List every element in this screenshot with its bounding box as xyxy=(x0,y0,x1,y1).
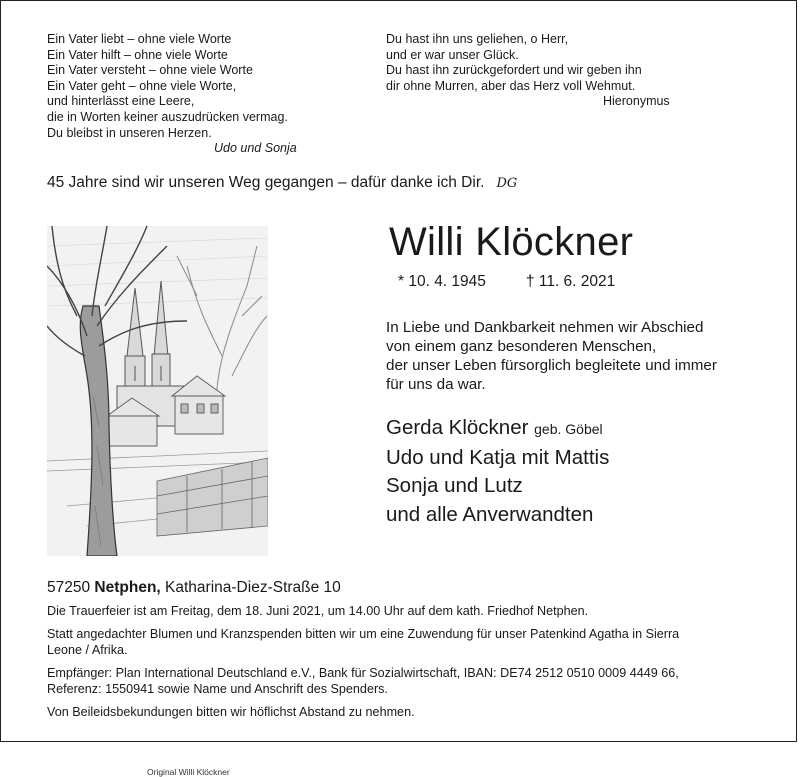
farewell-line: für uns da war. xyxy=(386,376,486,393)
poem-line: Ein Vater versteht – ohne viele Worte xyxy=(47,63,253,78)
poem-left xyxy=(47,32,357,157)
bank-line: Referenz: 1550941 sowie Name und Anschrift des Spenders. xyxy=(47,682,388,696)
mourner-name: Sonja und Lutz xyxy=(386,474,523,497)
mourner-address xyxy=(47,579,341,597)
poem-line: Du bleibst in unseren Herzen. xyxy=(47,125,212,140)
epitaph xyxy=(47,174,517,192)
poem-line: die in Worten keiner auszudrücken vermag. xyxy=(47,109,288,124)
church-tree-sketch-icon xyxy=(47,226,268,556)
poem-line: und er war unser Glück. xyxy=(386,47,519,62)
mourner-name: und alle Anverwandten xyxy=(386,502,594,526)
funeral-info xyxy=(47,603,767,619)
mourner-name: Udo und Katja mit Mattis xyxy=(386,445,610,469)
farewell-line: von einem ganz besonderen Menschen, xyxy=(386,338,657,355)
monogram-signature: DG xyxy=(496,176,518,191)
funeral-line: Die Trauerfeier ist am Freitag, dem 18. Juni 2021, um 14.00 Uhr auf dem kath. Friedhof Netphen. xyxy=(47,604,589,618)
birth-date: * 10. 4. 1945 xyxy=(398,273,486,290)
donation-line: Leone / Afrika. xyxy=(47,643,128,657)
maiden-name: geb. Göbel xyxy=(534,421,603,437)
condolence-note xyxy=(47,704,767,720)
epitaph-text: 45 Jahre sind wir unseren Weg gegangen – dafür danke ich Dir. xyxy=(47,174,485,191)
poem-line: und hinterlässt eine Leere, xyxy=(47,94,195,109)
condolence-line: Von Beileidsbekundungen bitten wir höflichst Abstand zu nehmen. xyxy=(47,705,415,719)
donation-request xyxy=(47,626,767,658)
farewell-line: In Liebe und Dankbarkeit nehmen wir Abschied xyxy=(386,319,704,336)
donation-line: Statt angedachter Blumen und Kranzspenden bitten wir um eine Zuwendung für unser Patenkind Agatha in Sierra xyxy=(47,627,680,641)
poem-line: Ein Vater liebt – ohne viele Worte xyxy=(47,32,232,46)
bank-line: Empfänger: Plan International Deutschland e.V., Bank für Sozialwirtschaft, IBAN: DE74 2512 0510 0009 4449 66, xyxy=(47,666,679,680)
poem-line: Du hast ihn zurückgefordert und wir geben ihn xyxy=(386,63,642,78)
poem-line: Ein Vater hilft – ohne viele Worte xyxy=(47,47,228,62)
poem-line: Du hast ihn uns geliehen, o Herr, xyxy=(386,32,569,46)
mourners-list xyxy=(386,414,609,529)
poem-line: dir ohne Murren, aber das Herz voll Wehmut. xyxy=(386,78,636,93)
address-city: Netphen, xyxy=(94,579,161,596)
life-dates xyxy=(398,273,615,291)
death-date: † 11. 6. 2021 xyxy=(525,273,616,290)
farewell-text xyxy=(386,318,766,394)
poem-right xyxy=(386,32,686,110)
poem-right-attribution: Hieronymus xyxy=(603,94,670,109)
notice-details xyxy=(47,603,767,727)
mourner-name: Gerda Klöckner xyxy=(386,416,529,439)
mourner-primary xyxy=(386,414,609,444)
address-postcode: 57250 xyxy=(47,579,91,596)
poem-left-signature: Udo und Sonja xyxy=(214,141,297,156)
deceased-name: Willi Klöckner xyxy=(389,220,634,264)
address-street: Katharina-Diez-Straße 10 xyxy=(165,579,341,596)
drawing-caption: Original Willi Klöckner xyxy=(147,767,230,777)
farewell-line: der unser Leben fürsorglich begleitete und immer xyxy=(386,357,717,374)
poem-line: Ein Vater geht – ohne viele Worte, xyxy=(47,78,237,93)
bank-details xyxy=(47,665,767,697)
